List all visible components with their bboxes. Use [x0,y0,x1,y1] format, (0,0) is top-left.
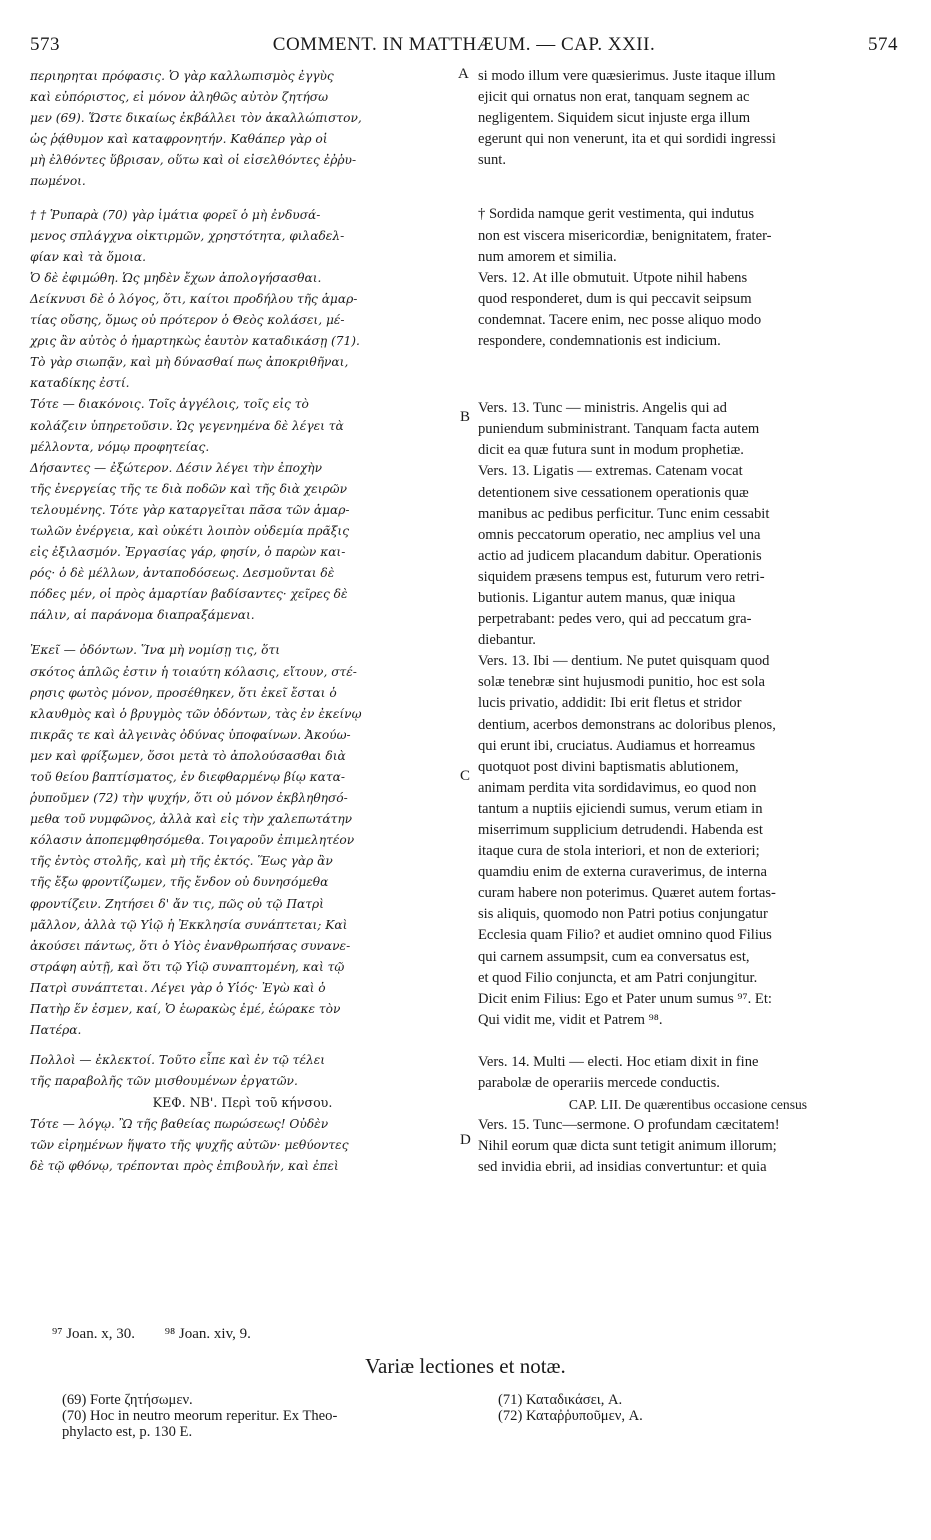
latin-line: actio ad judicem placandum dabitur. Operationis [478,547,762,564]
latin-line: sed invidia ebrii, ad insidias convertuntur: et quia [478,1159,767,1176]
latin-line: parabolæ de operariis mercede conductis. [478,1075,720,1092]
greek-line: στράφη αὐτῇ, καὶ ὅτι τῷ Υἱῷ συναπτομένη, καὶ τῷ [30,959,345,974]
greek-line: μὴ ἐλθόντες ὕβρισαν, οὕτω καὶ οἱ εἰσελθόντες ἐῤῥυ- [30,153,357,168]
margin-letter-c: C [460,768,471,784]
greek-line: φίαν καὶ τὰ ὅμοια. [30,249,147,264]
variae-lectiones-title: Variæ lectiones et notæ. [365,1354,566,1378]
greek-line: κολάζειν ὑπηρετοῦσιν. Ὡς γεγενημένα δὲ λέγει τὰ [30,418,344,433]
latin-line: perpetrabant: pedes vero, qui ad peccatum gra- [478,611,752,628]
greek-line: Πατέρα. [30,1023,82,1038]
latin-line: qui erunt ibi, cruciatus. Audiamus et horreamus [478,737,756,754]
latin-line: num amorem et similia. [478,248,617,265]
latin-line: siquidem præsens tempus est, futurum vero retri- [478,568,765,585]
greek-line: καὶ εὐπόριστος, εἰ μόνον ἀληθῶς αὐτὸν ζητήσω [30,90,329,105]
greek-line: μᾶλλον, ἀλλὰ τῷ Υἱῷ ἡ Ἐκκλησία συνάπτεται; Καὶ [30,917,348,932]
page-number-left: 573 [30,34,60,55]
latin-line: lucis privatio, addidit: Ibi erit fletus et stridor [478,695,742,712]
greek-line: περιηρηται πρόφασις. Ὁ γὰρ καλλωπισμὸς ἐγγὺς [30,69,334,83]
latin-line: ejicit qui ornatus non erat, tanquam segnem ac [478,89,750,106]
greek-line: ἀκούσει πάντως, ὅτι ὁ Υἱὸς ἐνανθρωπήσας συνανε- [30,938,351,953]
greek-line: τῆς ἐνεργείας τῆς τε διὰ ποδῶν καὶ τῆς διὰ χειρῶν [30,481,348,496]
greek-line: δὲ τῷ φθόνῳ, τρέπονται πρὸς ἐπιβουλήν, καὶ ἐπεὶ [30,1158,339,1173]
greek-line: κόλασιν ἀποπεμφθησόμεθα. Τοιγαροῦν ἐπιμελητέον [30,833,355,848]
greek-line: κλαυθμὸς καὶ ὁ βρυγμὸς τῶν ὀδόντων, τὰς ἐν ἐκείνῳ [30,706,362,721]
footnote: ⁹⁷ Joan. x, 30. [52,1326,135,1342]
page-number-right: 574 [868,34,898,55]
latin-line: puniendum subministrant. Tanquam facta autem [478,421,760,438]
latin-line: tantum a nuptiis ejiciendi sumus, verum etiam in [478,800,763,817]
latin-line: Vers. 15. Tunc—sermone. O profundam cæcitatem! [478,1117,780,1134]
greek-line: Πολλοὶ — ἐκλεκτοί. Τοῦτο εἶπε καὶ ἐν τῷ τέλει [30,1053,326,1068]
greek-line: εἰς ἐξιλασμόν. Ἐργασίας γάρ, φησίν, ὁ παρὼν και- [30,545,346,560]
greek-line: ῥυποῦμεν (72) τὴν ψυχήν, ὅτι οὐ μόνον ἐκβληθησό- [30,791,348,806]
greek-line: Τότε — λόγῳ. Ὢ τῆς βαθείας πωρώσεως! Οὐδὲν [30,1116,329,1131]
latin-line: non est viscera misericordiæ, benignitatem, frater- [478,227,772,244]
notes-right [498,1392,878,1424]
latin-line: solæ tenebræ sint hujusmodi punitio, hoc est sola [478,674,766,691]
latin-line: detentionem sive cessationem operationis quæ [478,484,749,501]
greek-line: φροντίζειν. Ζητήσει δ' ἄν τις, πῶς οὐ τῷ Πατρὶ [30,896,324,911]
greek-line: μεν (69). Ὥστε δικαίως ἐκβάλλει τὸν ἀκαλλώπιστον, [30,111,362,126]
latin-line: sunt. [478,152,506,169]
greek-line: μεθα τοῦ νυμφῶνος, ἀλλὰ καὶ εἰς τὴν χαλεπωτάτην [30,812,353,827]
margin-letter-d: D [460,1132,471,1148]
latin-line: curam habere non poterimus. Quæret autem fortas- [478,885,776,902]
latin-line: si modo illum vere quæsierimus. Juste itaque illum [478,68,776,84]
latin-line: Vers. 14. Multi — electi. Hoc etiam dixit in fine [478,1053,759,1070]
greek-line: χρις ἂν αὐτὸς ὁ ἡμαρτηκὼς ἑαυτὸν καταδικάσῃ (71). [30,334,360,349]
note: (69) Forte ζητήσωμεν. [62,1392,193,1408]
latin-line: itaque cura de stola interiori, et non de exteriori; [478,843,760,860]
latin-line: Vers. 13. Ligatis — extremas. Catenam vocat [478,463,743,480]
latin-line: Vers. 12. At ille obmutuit. Utpote nihil habens [478,269,748,286]
greek-line: τῆς παραβολῆς τῶν μισθουμένων ἐργατῶν. [30,1074,298,1089]
latin-line: Ecclesia quam Filio? et audiet omnino quod Filius [478,927,772,944]
notes-left [62,1392,482,1440]
latin-line: sis aliquis, quomodo non Patri potius conjungatur [478,906,768,923]
greek-line: τελουμένης. Τότε γὰρ καταργεῖται πᾶσα τῶν ἁμαρ- [30,502,350,517]
running-header [30,34,898,60]
latin-line: quod responderet, dum is qui peccavit seipsum [478,290,752,307]
greek-line: Πατὴρ ἕν ἐσμεν, καί, Ὁ ἑωρακὼς ἐμέ, ἑώρακε τὸν [30,1002,341,1017]
latin-line: butionis. Ligantur autem manus, quæ iniqua [478,589,736,606]
greek-line: τωλῶν ἐνέργεια, καὶ οὐκέτι λοιπὸν οὐδεμία πρᾶξις [30,523,350,538]
footnote: ⁹⁸ Joan. xiv, 9. [164,1326,251,1342]
greek-line: σκότος ἁπλῶς ἐστιν ἡ τοιαύτη κόλασις, εἴτουν, στέ- [30,664,357,679]
page-title: COMMENT. IN MATTHÆUM. — CAP. XXII. [272,34,656,55]
greek-line: † † Ῥυπαρὰ (70) γὰρ ἱμάτια φορεῖ ὁ μὴ ἐνδυσά- [30,207,321,222]
greek-line: πωμένοι. [30,174,86,189]
latin-line: dicit ea quæ futura sunt in modum prophetiæ. [478,442,744,459]
margin-letter-b: B [460,409,471,425]
note: (72) Καταῤῥυποῦμεν, A. [498,1408,643,1424]
greek-line: τοῦ θείου βαπτίσματος, ἐν διεφθαρμένῳ βίῳ κατα- [30,770,345,784]
greek-line: Τότε — διακόνοις. Τοῖς ἀγγέλοις, τοῖς εἰς τὸ [30,397,309,412]
latin-chapter-heading: CAP. LII. De quærentibus occasione census [568,1097,808,1113]
greek-line: Δήσαντες — ἐξώτερον. Δέσιν λέγει τὴν ἐποχὴν [30,460,323,475]
greek-line: πικρᾶς τε καὶ ἀλγεινὰς ὀδύνας ὑποφαίνων. Ἀκούω- [30,727,351,742]
greek-line: Πατρὶ συνάπτεται. Λέγει γὰρ ὁ Υἱός· Ἐγὼ καὶ ὁ [30,980,326,995]
latin-line: Vers. 13. Tunc — ministris. Angelis qui ad [478,400,727,417]
greek-line: πάλιν, αἱ παράνομα διαπραξάμεναι. [30,608,255,623]
latin-line: Qui vidit me, vidit et Patrem ⁹⁸. [478,1011,663,1028]
latin-column [478,66,898,1179]
margin-letter-a: A [458,66,469,82]
greek-chapter-heading: ΚΕΦ. ΝΒ'. Περὶ τοῦ κήνσου. [152,1095,333,1111]
greek-line: ρησις φωτὸς μόνον, προσέθηκεν, ὅτι ἐκεῖ ἔσται ὁ [30,685,337,700]
latin-line: Dicit enim Filius: Ego et Pater unum sumus ⁹⁷. Et: [478,990,772,1007]
latin-line: condemnat. Tacere enim, nec posse aliquo modo [478,311,762,328]
note: phylacto est, p. 130 E. [62,1424,193,1440]
latin-line: manibus ac pedibus perficitur. Tunc enim cessabit [478,505,770,522]
greek-line: τίας οὔσης, ὅμως οὐ πρότερον ὁ Θεὸς κολάσει, μέ- [30,313,345,328]
greek-line: τῆς ἔξω φροντίζωμεν, τῆς ἔνδον οὐ δυνησόμεθα [30,875,329,890]
latin-line: † Sordida namque gerit vestimenta, qui indutus [478,206,755,223]
latin-line: dentium, acerbos demonstrans ac doloribus plenos, [478,716,776,733]
latin-line: qui carnem assumpsit, cum ea conversatus est, [478,948,750,965]
greek-line: μενος σπλάγχνα οἰκτιρμῶν, χρηστότητα, φιλαδελ- [30,228,345,243]
latin-line: et quod Filio conjuncta, et am Patri conjungitur. [478,969,758,986]
greek-line: Δείκνυσι δὲ ὁ λόγος, ὅτι, καίτοι προδήλου τῆς ἁμαρ- [30,291,358,306]
latin-line: respondere, condemnationis est indicium. [478,333,721,350]
latin-line: animam perdita vita sordidavimus, eo quod non [478,779,757,796]
latin-line: negligentem. Siquidem sicut injuste erga illum [478,110,751,127]
latin-line: Vers. 13. Ibi — dentium. Ne putet quisquam quod [478,653,770,670]
greek-line: Ὁ δὲ ἐφιμώθη. Ὡς μηδὲν ἔχων ἀπολογήσασθαι. [30,270,322,285]
greek-line: τῆς ἐντὸς στολῆς, καὶ μὴ τῆς ἐκτός. Ἕως γὰρ ἂν [30,854,333,869]
greek-line: μεν καὶ φρίξωμεν, ὅσοι μετὰ τὸ ἀπολούσασθαι διὰ [30,748,346,763]
latin-line: egerunt qui non venerunt, ita et qui sordidi ingressi [478,131,776,148]
latin-line: miserrimum supplicium detrudendi. Habenda est [478,822,763,838]
greek-line: τῶν εἰρημένων ἥψατο τῆς ψυχῆς αὐτῶν· μεθύοντες [30,1137,349,1152]
note: (70) Hoc in neutro meorum reperitur. Ex Theo- [62,1408,338,1424]
greek-line: Τὸ γὰρ σιωπᾷν, καὶ μὴ δύνασθαί πως ἀποκριθῆναι, [30,355,349,370]
greek-line: πόδες μέν, οἱ πρὸς ἁμαρτίαν βαδίσαντες· χεῖρες δὲ [30,587,348,602]
latin-line: omnis peccatorum operatio, nec amplius vel una [478,526,761,543]
greek-column [30,66,455,1177]
note: (71) Καταδικάσει, A. [498,1392,623,1408]
latin-line: diebantur. [478,632,536,649]
greek-line: ρός· ὁ δὲ μέλλων, ἀνταποδόσεως. Δεσμοῦνται δὲ [30,566,335,581]
greek-line: Ἐκεῖ — ὀδόντων. Ἵνα μὴ νομίσῃ τις, ὅτι [30,643,281,658]
greek-line: μέλλοντα, νόμῳ προφητείας. [30,439,210,454]
greek-line: καταδίκης ἐστί. [30,376,130,391]
greek-line: ὡς ῥᾴθυμον καὶ καταφρονητήν. Καθάπερ γὰρ οἱ [30,132,328,147]
footnotes [52,1326,277,1343]
latin-line: Nihil eorum quæ dicta sunt tetigit animum illorum; [478,1138,777,1155]
latin-line: quotquot post divini baptismatis ablutionem, [478,758,739,775]
latin-line: quamdiu enim de externa curaverimus, de interna [478,864,767,881]
